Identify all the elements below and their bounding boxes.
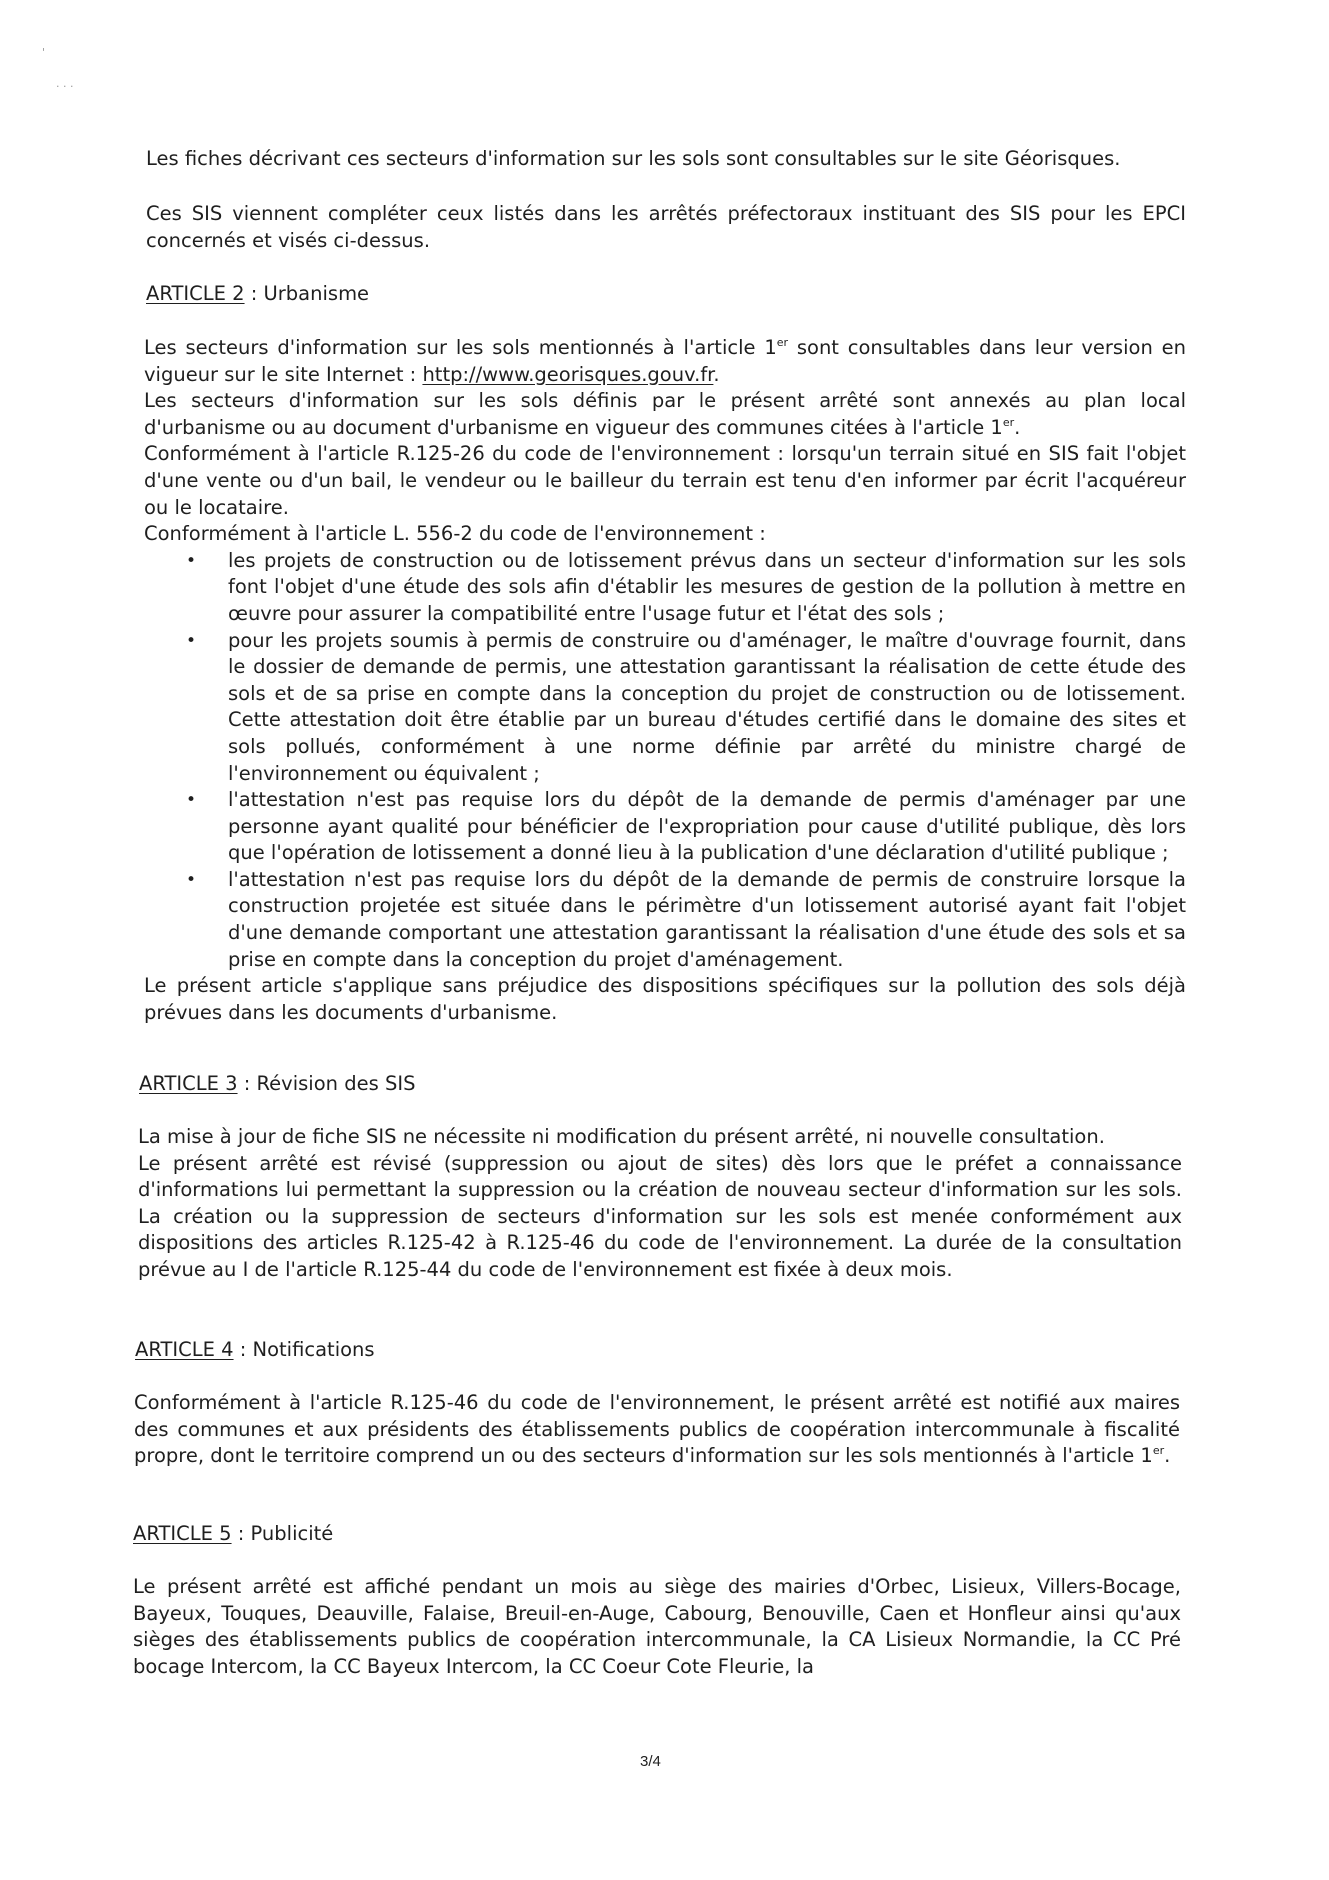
- article-2-label: ARTICLE 2: [146, 282, 245, 305]
- article-5-label: ARTICLE 5: [133, 1522, 232, 1545]
- intro-line-1: Les fiches décrivant ces secteurs d'information sur les sols sont consultables sur le site Géorisques.: [146, 147, 1121, 170]
- article-2-paragraph-1: Les secteurs d'information sur les sols mentionnés à l'article 1er sont consultables dans leur version en vigueur sur le site Internet : http://www.georisques.gouv.fr.: [144, 336, 1186, 386]
- list-item: • l'attestation n'est pas requise lors du dépôt de la demande de permis de construire lorsque la construction projetée est située dans le périmètre d'un lotissement autorisé ayant fait l'objet d'une demande comportant une attestation garantissant la réalisation d'une étude des sols et sa prise en compte dans la conception du projet d'aménagement.: [144, 867, 1186, 973]
- article-2-bullet-list: [144, 548, 1186, 974]
- article-3-paragraph-2: Le présent arrêté est révisé (suppression ou ajout de sites) dès lors que le préfet a connaissance d'informations lui permettant la suppression ou la création de nouveau secteur d'information sur les sols. La création ou la suppression de secteurs d'information sur les sols est menée conformément aux dispositions des articles R.125-42 à R.125-46 du code de l'environnement. La durée de la consultation prévue au I de l'article R.125-44 du code de l'environnement est fixée à deux mois.: [138, 1151, 1182, 1281]
- article-5-body: [133, 1574, 1181, 1680]
- article-2-paragraph-5: Le présent article s'applique sans préjudice des dispositions spécifiques sur la pollution des sols déjà prévues dans les documents d'urbanisme.: [144, 974, 1186, 1024]
- article-2-paragraph-3: Conformément à l'article R.125-26 du code de l'environnement : lorsqu'un terrain situé en SIS fait l'objet d'une vente ou d'un bail, le vendeur ou le bailleur du terrain est tenu d'en informer par écrit l'acquéreur ou le locataire.: [144, 442, 1186, 519]
- article-2-title: : Urbanisme: [244, 282, 370, 305]
- article-4-body: [134, 1390, 1180, 1470]
- article-2-heading: [146, 281, 369, 307]
- list-item: • les projets de construction ou de lotissement prévus dans un secteur d'information sur les sols font l'objet d'une étude des sols afin d'établir les mesures de gestion de la pollution à mettre en œuvre pour assurer la compatibilité entre l'usage futur et l'état des sols ;: [144, 548, 1186, 628]
- georisques-link[interactable]: http://www.georisques.gouv.fr: [422, 362, 714, 386]
- list-item: • pour les projets soumis à permis de construire ou d'aménager, le maître d'ouvrage fournit, dans le dossier de demande de permis, une attestation garantissant la réalisation de cette étude des sols et de sa prise en compte dans la conception du projet de construction ou de lotissement. Cette attestation doit être établie par un bureau d'études certifié dans le domaine des sites et sols pollués, conformément à une norme définie par arrêté du ministre chargé de l'environnement ou équivalent ;: [144, 628, 1186, 788]
- scan-speck: ': [42, 46, 46, 59]
- article-3-heading: [139, 1071, 415, 1097]
- article-2-paragraph-2: Les secteurs d'information sur les sols définis par le présent arrêté sont annexés au plan local d'urbanisme ou au document d'urbanisme en vigueur des communes citées à l'article 1er.: [144, 389, 1186, 439]
- article-5-heading: [133, 1521, 333, 1547]
- article-4-heading: [135, 1337, 375, 1363]
- article-4-paragraph-1: Conformément à l'article R.125-46 du code de l'environnement, le présent arrêté est notifié aux maires des communes et aux présidents des établissements publics de coopération intercommunale à fiscalité propre, dont le territoire comprend un ou des secteurs d'information sur les sols mentionnés à l'article 1er.: [134, 1391, 1180, 1468]
- intro-line-2: Ces SIS viennent compléter ceux listés dans les arrêtés préfectoraux instituant des SIS pour les EPCI concernés et visés ci-dessus.: [146, 202, 1186, 252]
- article-3-body: [138, 1124, 1182, 1284]
- article-4-label: ARTICLE 4: [135, 1338, 234, 1361]
- article-3-title: : Révision des SIS: [237, 1072, 416, 1095]
- article-3-label: ARTICLE 3: [139, 1072, 238, 1095]
- scan-speck: · · ·: [56, 80, 74, 93]
- article-5-title: : Publicité: [231, 1522, 334, 1545]
- article-4-title: : Notifications: [233, 1338, 375, 1361]
- list-item: • l'attestation n'est pas requise lors du dépôt de la demande de permis d'aménager par une personne ayant qualité pour bénéficier de l'expropriation pour cause d'utilité publique, dès lors que l'opération de lotissement a donné lieu à la publication d'une déclaration d'utilité publique ;: [144, 787, 1186, 867]
- article-2-body: [144, 335, 1186, 1026]
- article-2-paragraph-4: Conformément à l'article L. 556-2 du code de l'environnement :: [144, 522, 766, 546]
- article-5-paragraph-1: Le présent arrêté est affiché pendant un mois au siège des mairies d'Orbec, Lisieux, Villers-Bocage, Bayeux, Touques, Deauville, Falaise, Breuil-en-Auge, Cabourg, Benouville, Caen et Honfleur ainsi qu'aux sièges des établissements publics de coopération intercommunale, la CA Lisieux Normandie, la CC Pré bocage Intercom, la CC Bayeux Intercom, la CC Coeur Cote Fleurie, la: [133, 1575, 1181, 1678]
- page-number: 3/4: [640, 1753, 661, 1770]
- article-3-paragraph-1: La mise à jour de fiche SIS ne nécessite ni modification du présent arrêté, ni nouvelle consultation.: [138, 1125, 1105, 1148]
